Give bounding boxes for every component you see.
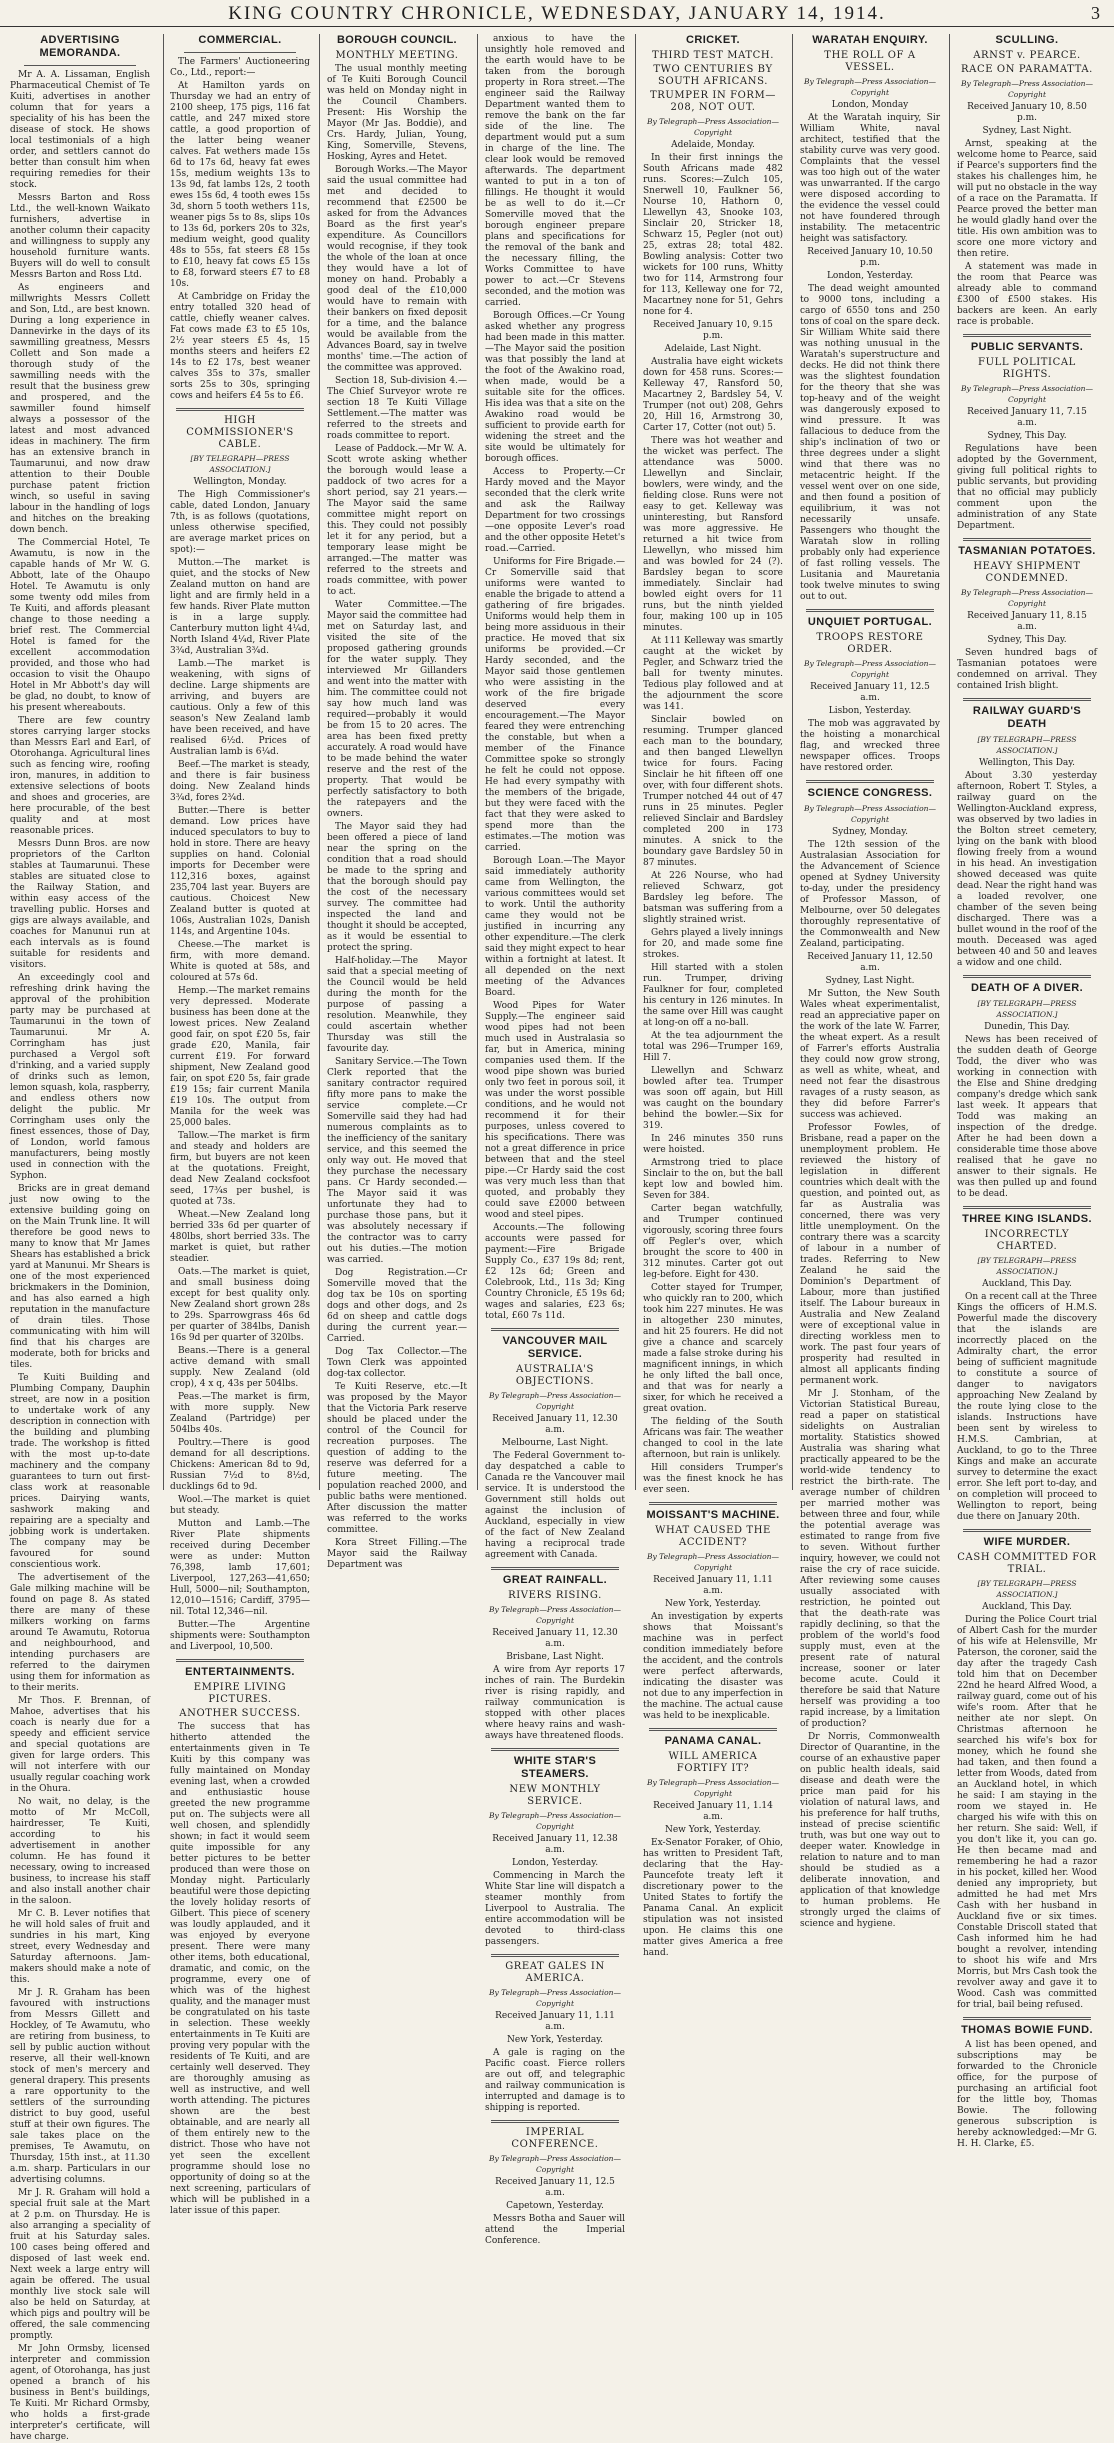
divider [963,1529,1091,1532]
byline: [BY TELEGRAPH—PRESS ASSOCIATION.] [977,999,1077,1019]
paragraph: There are few country stores carrying larger stocks than Messrs Earl and Earl, of Otorohanga. Agricultural lines such as fencing wire, roofing iron, manures, in addition to extensive selections of boots and shoes and groceries, are here procurable, of the best quality and at most reasonable prices. [10,716,150,836]
received-time: Received January 11, 12.5 a.m. [810,682,930,703]
article-heading: TASMANIAN POTATOES. [958,545,1096,557]
divider [963,975,1091,978]
paragraph: Butter.—There is better demand. Low prices have induced speculators to buy to hold in store. There are heavy supplies on hand. Colonial imports for December were 112,316 boxes, against 235,704 last year. Buyers are cautious. Choicest New Zealand butter is quoted at 106s, Australian 102s, Danish 114s, and Argentine 104s. [170,806,310,937]
paragraph: At Cambridge on Friday the entry totalled 320 head of cattle, chiefly weaner calves. Fat cows made £3 to £5 10s, 2½ year steers £5 4s, 15 months steers and heifers £2 14s to £2 17s, best weaner calves 35s to 37s, smaller sorts 25s to 30s, springing cows and heifers £4 5s to £6. [170,292,310,401]
article-subheading: NEW MONTHLY SERVICE. [509,1784,601,1807]
article-heading: CRICKET. [686,34,740,46]
column-advertising-memoranda [10,34,150,2442]
paragraph: Regulations have been adopted by the Government, giving full political rights to public servants, but providing that no official may publicly comment upon the administration of any State Department. [957,444,1097,531]
article-heading: IMPERIAL CONFERENCE. [511,2127,599,2150]
byline: [BY TELEGRAPH—PRESS ASSOCIATION.] [977,1579,1077,1599]
article-subheading: TROOPS RESTORE ORDER. [816,632,924,655]
divider [806,609,934,612]
divider [491,1567,619,1570]
paragraph: Te Kuiti Building and Plumbing Company, Dauphin street, are now in a position to undertake work of any description in connection with the building and plumbing trade. The workshop is fitted with the most up-to-date machinery and the company guarantees to turn out first-class work at reasonable prices. Dairying wants, sashwork making and repairing are a specialty and jobbing work is undertaken. The company may be favoured for sound conscientious work. [10,1373,150,1570]
paragraph: Sanitary Service.—The Town Clerk reported that the sanitary contractor required fifty more pans to make the service complete.—Cr Somerville said they had had numerous complaints as to the inefficiency of the sanitary service, and this seemed the only way out. He moved that they purchase the necessary pans. Cr Hardy seconded.—The Mayor said it was unfortunate they had to purchase those pans, but it was absolutely necessary if the contractor was to carry out his duties.—The motion was carried. [327,1057,467,1265]
divider [649,1502,777,1505]
received-time: Received January 10, 9.15 p.m. [653,320,773,341]
paragraph: Beef.—The market is steady, and there is fair business doing. New Zealand hinds 3¾d, fores 2¾d. [170,760,310,803]
divider [24,65,136,66]
paragraph: Messrs Dunn Bros. are now proprietors of the Carlton stables at Taumarunui. These stables are situated close to the Railway Station, and within easy access of the travelling public. Horses and gigs are always available, and coaches for Manunui run at each intervals as is found suitable for residents and visitors. [10,839,150,970]
byline: By Telegraph—Press Association—Copyright [489,1391,621,1411]
article-heading: RAILWAY GUARD'S DEATH [972,705,1082,730]
paragraph: At 111 Kelleway was smartly caught at the wicket by Pegler, and Schwarz tried the ball for twenty minutes. Tedious play followed and at the adjournment the score was 141. [643,636,783,712]
dateline: Sydney, Last Night. [982,126,1072,136]
byline: By Telegraph—Press Association—Copyright [647,117,779,137]
dateline: Melbourne, Last Night. [501,1438,609,1448]
column-rule [949,34,950,1490]
paragraph: Mr A. A. Lissaman, English Pharmaceutical Chemist of Te Kuiti, advertises in another column that for years a speciality of his has been the disease of stock. He shows local testimonials of a high order, and settlers cannot do better than consult him when requiring remedies for their stock. [10,70,150,190]
paragraph: Gehrs played a lively innings for 20, and made some fine strokes. [643,928,783,960]
paragraph: As engineers and millwrights Messrs Collett and Son, Ltd., are best known. During a long experience in Dannevirke in the days of its sawmilling greatness, Messrs Collett and Son made a thorough study of the sawmilling needs with the result that the business grew and prospered, and the sawmiller found himself always a possessor of the latest and most advanced ideas in machinery. The firm has an extensive branch in Taumarunui, and now draw attention to their Double purchase patent friction winch, so useful in saving labour in the handling of logs and hitches on the breaking down bench. [10,283,150,535]
paragraph: News has been received of the sudden death of George Todd, the diver who was working in connection with the Else and Shine dredging company's dredge which sank last week. It appears that Todd was making an inspection of the dredge. After he had been down a considerable time those above realised that he gave no answer to their signals. He was then pulled up and found to be dead. [957,1035,1097,1199]
paragraph: The mob was aggravated by the hoisting a monarchical flag, and wrecked three newspaper offices. Troops have restored order. [800,719,940,773]
paragraph: The Commercial Hotel, Te Awamutu, is now in the capable hands of Mr W. G. Abbott, late of the Ohaupo Hotel. Te Awamutu is only some twenty odd miles from Te Kuiti, and affords pleasant change to those needing a brief rest. The Commercial Hotel is famed for the excellent accommodation provided, and those who had occasion to visit the Ohaupo Hotel in Mr Abbott's day will be glad, no doubt, to know of his present whereabouts. [10,538,150,713]
dateline: London, Monday [831,100,909,110]
dateline: Sydney, Monday. [831,827,909,837]
paragraph: The success that has hitherto attended the entertainments given in Te Kuiti by this company was fully maintained on Monday evening last, when a crowded and enthusiastic house greeted the new programme put on. The subjects were all well chosen, and splendidly shown; in fact it would seem quite impossible for any better pictures to be better produced than were those on Monday night. Particularly beautiful were those depicting the lovely holiday resorts of Gilbert. This piece of scenery was loudly applauded, and it was enjoyed by everyone present. There were many other items, both educational, dramatic, and comic, on the programme, every one of which was of the highest quality, and the manager must be congratulated on his taste in selection. These weekly entertainments in Te Kuiti are proving very popular with the residents of Te Kuiti, and are certainly well deserved. They are thoroughly amusing as well as instructive, and well worth attending. The pictures shown are the best obtainable, and are nearly all of them entirely new to the district. Those who have not yet seen the excellent programme should lose no opportunity of doing so at the next screening, particulars of which will be published in a later issue of this paper. [170,1722,310,2216]
article-subheading: INCORRECTLY CHARTED. [984,1229,1070,1252]
paragraph: The fielding of the South Africans was fair. The weather changed to cool in the late afternoon, but rain is unlikely. [643,1417,783,1460]
article-subheading: THE ROLL OF A VESSEL. [824,50,916,73]
dateline: Wellington, Monday. [193,477,287,487]
byline: By Telegraph—Press Association—Copyright [489,2154,621,2174]
article-subheading: CASH COMMITTED FOR TRIAL. [957,1552,1097,1575]
paragraph: Poultry.—There is good demand for all descriptions. Chickens: American 8d to 9d, Russian 7½d to 8½d, ducklings 6d to 9d. [170,1438,310,1492]
received-time: Received January 11, 8.15 a.m. [967,611,1087,632]
article-heading: VANCOUVER MAIL SERVICE. [502,1335,608,1360]
article-heading: DEATH OF A DIVER. [970,982,1084,994]
received-time: Received January 10, 8.50 p.m. [967,102,1087,123]
received-time: Received January 11, 1.11 a.m. [495,2011,615,2032]
paragraph: Accounts.—The following accounts were passed for payment:—Fire Brigade Supply Co., £37 19s 8d; rent, £2 12s 6d; Green and Colebrook, Ltd., 11s 3d; King Country Chronicle, £5 19s 6d; wages and salaries, £23 6s; total, £60 7s 11d. [485,1223,625,1321]
byline: By Telegraph—Press Association—Copyright [489,1605,621,1625]
dateline: Sydney, Last Night. [825,976,915,986]
paragraph: anxious to have the unsightly hole removed and the earth would have to be taken from the borough property in Rora street.—The engineer said the Railway Department wanted them to remove the bank on the far side of the line. The department would put a sum in charge of the line. The clear look would be removed afterwards. The department wanted to put in a ton of fillings. He thought it would be as well to do it.—Cr Somerville moved that the borough engineer prepare plans and specifications for the removal of the bank and the necessary filling, the Works Committee to have power to act.—Cr Stevens seconded, and the motion was carried. [485,34,625,308]
newspaper-columns [10,34,1104,2442]
paragraph: Mr Thos. F. Brennan, of Mahoe, advertises that his coach is nearly due for a speedy and efficient service and special quotations are given for large orders. This will not interfere with our usually regular coaching work in the Ohura. [10,1696,150,1794]
article-heading: WIFE MURDER. [983,1536,1071,1548]
received-time: Received January 11, 1.14 a.m. [653,1801,773,1822]
paragraph: Mr John Ormsby, licensed interpreter and commission agent, of Otorohanga, has just opened a branch of his business in Bent's buildings, Te Kuiti. Mr Richard Ormsby, who holds a first-grade interpreter's certificate, will have charge. [10,2344,150,2442]
divider [963,698,1091,701]
paragraph: Mr Sutton, the New South Wales wheat experimentalist, read an appreciative paper on the work of the late W. Farrer, the wheat expert. As a result of Farrer's efforts Australia they could now grow strong, as well as white, wheat, and need not fear the disastrous ravages of a rusty season, as they did before Farrer's success was achieved. [800,989,940,1120]
article-subheading: MONTHLY MEETING. [335,50,459,61]
divider [491,1954,619,1957]
paragraph: Half-holiday.—The Mayor said that a special meeting of the Council would be held during the month for the purpose of passing a resolution. Meanwhile, they could ascertain whether Thursday was still the favourite day. [327,956,467,1054]
divider [963,334,1091,337]
byline: By Telegraph—Press Association—Copyright [804,659,936,679]
paragraph: Tallow.—The market is firm and steady and holders are firm, but buyers are not keen at the quotations. Freight, dead New Zealand cocksfoot seed, 17¾s per bushel, is quoted at 73s. [170,1131,310,1207]
paragraph: At 226 Nourse, who had relieved Schwarz, got Bardsley leg before. The batsman was suffering from a slightly strained wrist. [643,871,783,925]
article-heading: WHITE STAR'S STEAMERS. [513,1755,597,1780]
byline: By Telegraph—Press Association—Copyright [804,804,936,824]
paragraph: A gale is raging on the Pacific coast. Fierce rollers are out off, and telegraphic and railway communication is interrupted and damage is to shipping is reported. [485,2048,625,2113]
paragraph: The Mayor said they had been offered a piece of land near the spring on the condition that a road should be made to the spring and that the borough should pay the cost of the necessary survey. The committee had inspected the land and thought it should be accepted, as it would be essential to protect the spring. [327,822,467,953]
dateline: London, Yesterday. [511,1858,599,1868]
paragraph: Professor Fowles, of Brisbane, read a paper on the unemployment problem. He reviewed the history of legislation in different countries which dealt with the question, and pointed out, as far as Australia was concerned, there was very little unemployment. On the contrary there was a scarcity of labour in a number of trades. Referring to New Zealand he said the Dominion's Department of Labour, more than justified itself. The Labour bureaux in Australia and New Zealand were of exceptional value in directing workless men to work. The past four years of prosperity had resulted in almost all applicants finding permanent work. [800,1123,940,1386]
article-subheading: TWO CENTURIES BY SOUTH AFRICANS. [653,64,773,87]
article-body [10,70,150,2443]
paragraph: Butter.—The Argentine shipments were: Southampton and Liverpool, 10,500. [170,1620,310,1652]
dateline: Dunedin, This Day. [984,1022,1070,1032]
paragraph: Cheese.—The market is firm, with more demand. White is quoted at 58s, and coloured at 57s 6d. [170,940,310,983]
dateline: New York, Yesterday. [664,1599,762,1609]
article-subheading: WILL AMERICA FORTIFY IT? [668,1751,758,1774]
paragraph: Borough Loan.—The Mayor said immediately authority came from Wellington, the various committees would set to work. Until the authority came they would not be justified in incurring any other expenditure.—The clerk said they might expect to hear within a fortnight at latest. It all depended on the next meeting of the Advances Board. [485,856,625,998]
article-heading: MOISSANT'S MACHINE. [646,1509,780,1521]
dateline: London, Yesterday. [826,271,914,281]
paragraph: Lease of Paddock.—Mr W. A. Scott wrote asking whether the borough would lease a paddock of two acres for a short period, say 21 years.—The Mayor said the same committee might report on this. They could not possibly let it for any period, but a temporary lease might be arranged.—The matter was referred to the streets and roads committee, with power to act. [327,444,467,597]
article-heading: COMMERCIAL. [198,34,282,46]
article-heading: SCULLING. [995,34,1059,46]
paragraph: Hill started with a stolen run. Trumper, driving Faulkner for four, completed his century in 126 minutes. In the same over Hill was caught at long-on off a no-ball. [643,963,783,1028]
divider [649,1728,777,1731]
paragraph: The High Commissioner's cable, dated London, January 7th, is as follows (quotations, unless otherwise specified, are average market prices on spot):— [170,490,310,555]
received-time: Received January 11, 12.50 a.m. [807,952,933,973]
paragraph: At Hamilton yards on Thursday we had an entry of 2100 sheep, 175 pigs, 116 fat cattle, and 247 mixed store cattle, a good proportion of the latter being weaner calves. Fat wethers made 15s 6d to 17s 6d, heavy fat ewes 15s, medium weights 13s to 13s 9d, fat lambs 12s, 2 tooth ewes 15s 6d, 4 tooth ewes 15s 3d, shorn 5 tooth wethers 11s, weaner pigs 5s to 8s, slips 10s to 13s 6d, porkers 20s to 32s, medium weight, good quality 48s to 55s, fat steers £8 15s to £10, heavy fat cows £5 15s to £8, forward steers £7 to £8 10s. [170,81,310,289]
divider [963,538,1091,541]
paragraph: Te Kuiti Reserve, etc.—It was proposed by the Mayor that the Victoria Park reserve should be placed under the control of the Council for recreation purposes. The question of adding to the reserve was deferred for a future meeting. The population reached 2000, and public baths were mentioned. After discussion the matter was referred to the works committee. [327,1382,467,1535]
divider [184,52,296,53]
column-rule [792,34,793,1490]
column-commercial [170,34,310,2216]
paragraph: Borough Offices.—Cr Young asked whether any progress had been made in this matter.—The Mayor said the position was that possibly the land at the foot of the Awakino road, when made, would be a suitable site for the offices. His idea was that a site on the Awakino road would be sufficient to provide earth for widening the street and the site would be ultimately for borough offices. [485,311,625,464]
byline: By Telegraph—Press Association—Copyright [961,384,1093,404]
dateline: Capetown, Yesterday. [506,2201,604,2211]
article-heading: GREAT GALES IN AMERICA. [505,1961,605,1984]
dateline: Wellington, This Day. [978,758,1076,768]
paragraph: Section 18, Sub-division 4.—The Chief Surveyor wrote re section 18 Te Kuiti Village Settlement.—The matter was referred to the streets and roads committee to report. [327,376,467,441]
paragraph: On a recent call at the Three Kings the officers of H.M.S. Powerful made the discovery that the islands are incorrectly placed on the Admiralty chart, the error being of sufficient magnitude to constitute a source of danger to navigators approaching New Zealand by the route lying close to the islands. Instructions have been sent by wireless to H.M.S. Cambrian, at Auckland, to go to the Three Kings and make an accurate survey to determine the exact error. She left port to-day, and on completion will proceed to Wellington to report, being due there on January 20th. [957,1292,1097,1522]
received-time: Received January 10, 10.50 p.m. [807,247,933,268]
paragraph: The Farmers' Auctioneering Co., Ltd., report:— [170,57,310,78]
paragraph: Borough Works.—The Mayor said the usual committee had met and decided to recommend that £2500 be asked for from the Advances Board as the first year's expenditure. As Councillors would recognise, if they took the whole of the loan at once they would have a lot of money on hand. Probably a good deal of the £10,000 would have to remain with their bankers on fixed deposit for a time, and the balance would be available from the Advances Board, say in twelve months' time.—The action of the committee was approved. [327,165,467,373]
article-heading: PANAMA CANAL. [664,1735,762,1747]
article-subheading: THIRD TEST MATCH. [651,50,775,61]
paragraph: At the tea adjournment the total was 296—Trumper 169, Hill 7. [643,1031,783,1063]
paragraph: Lamb.—The market is weakening, with signs of decline. Large shipments are arriving, and buyers are cautious. Only a few of this season's New Zealand lamb have been received, and have realised 6½d. Prices of Australian lamb is 6¼d. [170,659,310,757]
paragraph: Hemp.—The market remains very depressed. Moderate business has been done at the lowest prices. New Zealand good fair, on spot £20 5s, fair grade £20, Manila, fair current £19. For forward shipment, New Zealand good fair, on spot £20 5s, fair grade £19 15s; fair current Manila £19 10s. The output from Manila for the week was 25,000 bales. [170,986,310,1128]
received-time: Received January 11, 7.15 a.m. [967,407,1087,428]
paragraph: No wait, no delay, is the motto of Mr McColl, hairdresser, Te Kuiti, according to his advertisement in another column. He has found it necessary, owing to increased business, to increase his staff and also install another chair in the saloon. [10,1797,150,1906]
paragraph: Wood Pipes for Water Supply.—The engineer said wood pipes had not been much used in Australasia so far, but in America, mining companies used them. If the wood pipe shown was buried only two feet in porous soil, it was under the worst possible conditions, and he would not recommend it for their purposes, unless covered to his specifications. There was not a great difference in price between that and the steel pipe.—Cr Hardy said the cost was very much less than that quoted, and probably they could save £2000 between wood and steel pipes. [485,1001,625,1220]
paragraph: Access to Property.—Cr Hardy moved and the Mayor seconded that the clerk write and ask the Railway Department for two crossings—one opposite Lever's road and the other opposite Hetet's road.—Carried. [485,467,625,554]
article-subheading: RACE ON PARAMATTA. [961,64,1093,75]
masthead [0,0,1114,27]
paragraph: At the Waratah inquiry, Sir William White, naval architect, testified that the stability curve was very good. Complaints that the vessel was too high out of the water was unwarranted. If the cargo were disposed according to the evidence the vessel could not have foundered through instability. The metacentric height was satisfactory. [800,113,940,244]
dateline: Auckland, This Day. [982,1602,1072,1612]
paragraph: Mutton.—The market is quiet, and the stocks of New Zealand mutton on hand are light and are firmly held in a few hands. River Plate mutton is in a large supply. Canterbury mutton light 4¼d, North Island 4¼d, River Plate 3¾d, Australian 3¾d. [170,558,310,656]
article-heading: HIGH COMMISSIONER'S CABLE. [186,415,294,450]
newspaper-title: KING COUNTRY CHRONICLE, WEDNESDAY, JANUARY 14, 1914. [228,3,886,24]
dateline: New York, Yesterday. [506,2035,604,2045]
dateline: Lisbon, Yesterday. [828,706,912,716]
article-subheading: AUSTRALIA'S OBJECTIONS. [515,1364,595,1387]
paragraph: Bricks are in great demand just now owing to the extensive building going on on the Main Trunk line. It will therefore be good news to many to know that Mr James Shears has established a brick yard at Manunui. Mr Shears is one of the most experienced brickmakers in the Dominion, and has also earned a high reputation in the manufacture of drain tiles. Those communicating with him will find that his charges are moderate, both for bricks and tiles. [10,1184,150,1370]
paragraph: A statement was made in the room that Pearce was already able to command £300 of £500 stakes. His backers are keen. An early race is probable. [957,262,1097,327]
byline: By Telegraph—Press Association—Copyright [647,1778,779,1798]
paragraph: Mr J. R. Graham will hold a special fruit sale at the Mart at 2 p.m. on Thursday. He is also arranging a speciality of fruit at his Saturday sales. 100 cases being offered and disposed of last week end. Next week a large entry will again be offered. The usual monthly live stock sale will also be held on Saturday, at which pigs and poultry will be offered, the sale commencing promptly. [10,2188,150,2341]
paragraph: Carter began watchfully, and Trumper continued vigorously, scoring three fours off Pegler's over, which brought the score to 400 in 312 minutes. Carter got out leg-before. Eight for 430. [643,1204,783,1280]
paragraph: Wheat.—New Zealand long berried 33s 6d per quarter of 480lbs, short berried 33s. The market is quiet, but rather steadier. [170,1210,310,1264]
paragraph: About 3.30 yesterday afternoon, Robert T. Styles, a railway guard on the Wellington-Auckland express, was observed by two ladies in the Bolton street cemetery, lying on the bank with blood flowing freely from a wound in his head. An investigation showed deceased was quite dead. Near the right hand was a loaded revolver, one chamber of the seven being discharged. There was a bullet wound in the roof of the mouth. Deceased was aged between 40 and 50 and leaves a widow and one child. [957,771,1097,968]
paragraph: The usual monthly meeting of Te Kuiti Borough Council was held on Monday night in the Council Chambers. Present: His Worship the Mayor (Mr Jas. Boddie), and Crs. Hardy, Julian, Young, King, Somerville, Stevens, Hosking, Ayres and Hetet. [327,64,467,162]
column-waratah-enquiry [800,34,940,1929]
paragraph: Arnst, speaking at the welcome home to Pearce, said if Pearce's supporters find the stakes his challenges him, he will put no obstacle in the way of a race on the Paramatta. If Pearce proved the better man he would gladly hand over the title. His own ambition was to score one more victory and then retire. [957,139,1097,259]
paragraph: A wire from Ayr reports 17 inches of rain. The Burdekin river is rising rapidly, and railway communication is stopped with other places where heavy rains and wash-aways have threatened floods. [485,1665,625,1741]
paragraph: Cotter stayed for Trumper, who quickly ran to 200, which took him 227 minutes. He was in altogether 230 minutes, and hit 25 fourers. He did not give a chance and scarcely made a false stroke during his magnificent innings, in which he only lifted the ball once, and that was for nearly a sixer, for which he received a great ovation. [643,1283,783,1414]
article-heading: THOMAS BOWIE FUND. [961,2024,1093,2036]
paragraph: Sinclair bowled on resuming. Trumper glanced each man to the boundary, and then banged Llewellyn twice for fours. Facing Sinclair he hit fifteen off one over, with four different shots. Trumper notched 44 out of 47 runs in 25 minutes. Pegler relieved Sinclair and Bardsley completed 200 in 173 minutes. A snick to the boundary gave Bardsley 50 in 87 minutes. [643,715,783,868]
article-heading: GREAT RAINFALL. [502,1574,608,1586]
paragraph: Dr Norris, Commonwealth Director of Quarantine, in the course of an exhaustive paper on public health ideals, said disease and death were the price man paid for his violation of natural laws, and his preference for half truths, instead of precise scientific truth, was but one way out to deeper water. Knowledge in relation to nature and to man should be studied as a deliberate innovation, and application of that knowledge to human problems. He strongly urged the claims of science and hygiene. [800,1732,940,1929]
article-heading: BOROUGH COUNCIL. [336,34,458,46]
paragraph: Peas.—The market is firm, with more supply. New Zealand (Partridge) per 504lbs 40s. [170,1392,310,1435]
article-subheading: RIVERS RISING. [508,1590,602,1601]
paragraph: Mutton and Lamb.—The River Plate shipments received during December were as under: Mutton 76,398, lamb 17,601; Liverpool, 127,263—41,650; Hull, 5000—nil; Southampton, 12,010—1516; Cardiff, 3795—nil. Total 12,346—nil. [170,1519,310,1617]
paragraph: Messrs Barton and Ross Ltd., the well-known Waikato furnishers, advertise in another column their capacity and willingness to supply any household furniture wants. Buyers will do well to consult Messrs Barton and Ross Ltd. [10,193,150,280]
paragraph: Armstrong tried to place Sinclair to the on, but the ball kept low and bowled him. Seven for 384. [643,1158,783,1201]
byline: By Telegraph—Press Association—Copyright [489,1988,621,2008]
paragraph: There was hot weather and the wicket was perfect. The attendance was 5000. Llewellyn and Sinclair, bowlers, were windy, and the fielding close. Runs were not easy to get. Kelleway was uninteresting, but Ransford was more aggressive. He returned a hit twice from Llewellyn, who missed him and was bowled for 24 (?). Bardsley began to score immediately. Sinclair had bowled eight overs for 11 runs, but the ninth yielded four, making 100 up in 105 minutes. [643,436,783,633]
article-subheading: WHAT CAUSED THE ACCIDENT? [655,1525,771,1548]
paragraph: Uniforms for Fire Brigade.—Cr Somerville said that uniforms were wanted to enable the brigade to attend a gathering of fire brigades. Uniforms would help them in being more assiduous in their practice. He moved that six uniforms be provided.—Cr Hardy seconded, and the Mayor said those gentlemen who were assisting in the work of the fire brigade deserved every encouragement.—The Mayor feared they were entrenching the constable, but when a member of the Finance Committee spoke so strongly he felt he could not oppose. He had every sympathy with the members of the brigade, but they were faced with the fact that they were asked to spend more than the estimates.—The motion was carried. [485,557,625,853]
article-heading: SCIENCE CONGRESS. [807,787,933,799]
paragraph: The Federal Government to-day despatched a cable to Canada re the Vancouver mail service. It is understood the Government still holds out against the inclusion of Auckland, especially in view of the fact of New Zealand having a reciprocal trade agreement with Canada. [485,1451,625,1560]
paragraph: A list has been opened, and subscriptions may be forwarded to the Chronicle office, for the purpose of purchasing an artificial foot for the little boy, Thomas Bowie. The following generous subscription is hereby acknowledged:—Mr G. H. H. Clarke, £5. [957,2040,1097,2149]
divider [963,1206,1091,1209]
divider [963,2017,1091,2020]
paragraph: Australia have eight wickets down for 458 runs. Scores:—Kelleway 47, Ransford 50, Macartney 2, Bardsley 54, V. Trumper (not out) 208, Gehrs 20, Hill 16, Armstrong 30, Carter 17, Cotter (not out) 5. [643,357,783,433]
column-cricket [643,34,783,1958]
paragraph: Seven hundred bags of Tasmanian potatoes were condemned on arrival. They contained Irish blight. [957,648,1097,691]
paragraph: Beans.—There is a general active demand with small supply. New Zealand (old crop), 4 x q, 43s per 504lbs. [170,1346,310,1389]
byline: By Telegraph—Press Association—Copyright [804,77,936,97]
byline: [BY TELEGRAPH—PRESS ASSOCIATION.] [977,1256,1077,1276]
article-subheading: EMPIRE LIVING PICTURES. [193,1682,287,1705]
byline: By Telegraph—Press Association—Copyright [647,1552,779,1572]
paragraph: Ex-Senator Foraker, of Ohio, has written to President Taft, declaring that the Hay-Pauncefote treaty left it discretionary power to the United States to fortify the Panama Canal. An explicit stipulation was not insisted upon. He claims this one matter gives America a free hand. [643,1838,783,1958]
divider [806,780,934,783]
divider [491,2120,619,2123]
paragraph: During the Police Court trial of Albert Cash for the murder of his wife at Helensville, Mr Paterson, the coroner, said the day after the tragedy Cash told him that on December 22nd he heard Alfred Wood, a railway guard, come out of his wife's room. After that he neither ate nor slept. On Christmas afternoon he searched his wife's box for money, which he found she had taken, and then found a letter from Woods, dated from an Auckland hotel, in which he said: I am staying in the room we stayed in. He charged his wife with this on her return. She said: Well, if you don't like it, you can go. He then became mad and remembering he had a razor in his pocket, killed her. Wood denied any impropriety, but admitted he had met Mrs Cash with her husband in Auckland five or six times. Constable Driscoll stated that Cash informed him he had bought a revolver, intending to shoot his wife and Mrs Morris, but Mrs Cash took the revolver away and gave it to Wood. Cash was committed for trial, bail being refused. [957,1615,1097,2010]
article-heading: ADVERTISING MEMORANDA. [39,34,121,59]
byline: [BY TELEGRAPH—PRESS ASSOCIATION.] [977,735,1077,755]
divider [491,1328,619,1331]
column-sculling [957,34,1097,2149]
paragraph: Mr J. R. Graham has been favoured with instructions from Messrs Gillett and Hockley, of Te Awamutu, who are retiring from business, to sell by public auction without reserve, all their well-known stock of men's mercery and general drapery. This presents a rare opportunity to the settlers of the surrounding district to buy good, useful stuff at their own figures. The sale takes place on the premises, Te Awamutu, on Thursday, 15th inst., at 11.30 a.m. sharp. Particulars in our advertising columns. [10,1988,150,2185]
received-time: Received January 11, 12.38 a.m. [492,1834,618,1855]
page-number: 3 [1091,3,1100,23]
paragraph: Kora Street Filling.—The Mayor said the Railway Department was [327,1538,467,1570]
article-heading: PUBLIC SERVANTS. [970,341,1084,353]
paragraph: Water Committee.—The Mayor said the committee had met on Saturday last, and visited the site of the proposed gathering grounds for the water supply. They interviewed Mr Gillanders and went into the matter with him. The committee could not say how much land was required—probably it would be from 15 to 20 acres. The area has been fixed pretty accurately. A road would have to be made behind the water reserve and the rest of the property. That would be perfectly satisfactory to both the ratepayers and the owners. [327,600,467,819]
byline: By Telegraph—Press Association—Copyright [961,79,1093,99]
paragraph: Dog Tax Collector.—The Town Clerk was appointed dog-tax collector. [327,1347,467,1379]
column-rule [635,34,636,1490]
paragraph: Mr J. Stonham, of the Victorian Statistical Bureau, read a paper on statistical sidelights on Australian mortality. Statistics showed Australia was sharing what practically appeared to be the world-wide tendency to restrict the birth-rate. The average number of children per married mother was between three and four, while the potential average was estimated to range from five to seven. Without further inquiry, however, we could not raise the cry of race suicide. After reviewing some causes usually associated with restriction, he pointed out that the death-rate was rapidly declining, so that the problem of the world's food supply must, even at the present rate of natural increase, sooner or later become acute. Could it therefore be said that Nature herself was providing a too rapid increase, by a limitation of production? [800,1389,940,1729]
paragraph: The advertisement of the Gale milking machine will be found on page 8. As stated there are many of these milkers working on farms around Te Awamutu, Rotorua and neighbourhood, and intending purchasers are referred to the dairymen using them for information as to their merits. [10,1573,150,1693]
article-subheading: ANOTHER SUCCESS. [179,1708,301,1719]
article-subheading: TRUMPER IN FORM—208, NOT OUT. [650,90,776,113]
article-heading: UNQUIET PORTUGAL. [807,616,933,628]
received-time: Received January 11, 12.30 a.m. [492,1414,618,1435]
dateline: Auckland, This Day. [982,1279,1072,1289]
column-borough-continued [485,34,625,2246]
paragraph: Llewellyn and Schwarz bowled after tea. Trumper was soon off again, but Hill was caught on the boundary behind the bowler.—Six for 319. [643,1066,783,1131]
paragraph: Commencing in March the White Star line will dispatch a steamer monthly from Liverpool to Australia. The entire accommodation will be devoted to third-class passengers. [485,1871,625,1947]
article-subheading: HEAVY SHIPMENT CONDEMNED. [973,561,1081,584]
article-heading: ENTERTAINMENTS. [185,1666,295,1678]
paragraph: An exceedingly cool and refreshing drink having the approval of the prohibition party may be purchased at Taumarunui in the town of Taumarunui. Mr A. Corringham has just purchased a Vergol soft d'rinking, and a varied supply of drinks such as lemon, lemon squash, kola, raspberry, and endless others now delight the public. Mr Corringham uses only the finest essences, those of Day, of London, world famous manufacturers, being mostly used in connection with the Syphon. [10,973,150,1181]
dateline: Sydney, This Day. [987,635,1067,645]
paragraph: Dog Registration.—Cr Somerville moved that the dog tax be 10s on sporting dogs and other dogs, and 2s 6d on sheep and cattle dogs during the current year.—Carried. [327,1268,467,1344]
byline: By Telegraph—Press Association—Copyright [961,588,1093,608]
divider [176,408,304,411]
column-rule [477,34,478,1490]
dateline: Sydney, This Day. [987,431,1067,441]
paragraph: Messrs Botha and Sauer will attend the Imperial Conference. [485,2214,625,2246]
column-rule [319,34,320,1490]
paragraph: Mr C. B. Lever notifies that he will hold sales of fruit and sundries in his mart, King street, every Wednesday and Saturday afternoons. Jam-makers should make a note of this. [10,1909,150,1985]
paragraph: In their first innings the South Africans made 482 runs. Scores:—Zulch 105, Snerwell 10, Faulkner 56, Nourse 10, Hathorn 0, Llewellyn 43, Snooke 103, Sinclair 20, Stricker 18, Schwarz 15, Pegler (not out) 25, extras 28; total 482. Bowling analysis: Cotter two wickets for 100 runs, Whitty two for 114, Armstrong four for 113, Kelleway one for 72, Macartney none for 51, Gehrs none for 4. [643,153,783,317]
paragraph: An investigation by experts shows that Moissant's machine was in perfect condition immediately before the accident, and the controls were perfect afterwards, indicating the disaster was not due to any imperfection in the machine. The actual cause was held to be inexplicable. [643,1612,783,1721]
paragraph: In 246 minutes 350 runs were hoisted. [643,1134,783,1155]
article-heading: WARATAH ENQUIRY. [812,34,928,46]
byline: By Telegraph—Press Association—Copyright [489,1811,621,1831]
article-subheading: ARNST v. PEARCE. [973,50,1081,61]
received-time: Received January 11, 12.30 a.m. [492,1628,618,1649]
article-heading: THREE KING ISLANDS. [962,1213,1092,1225]
paragraph: Hill considers Trumper's was the finest knock he has ever seen. [643,1463,783,1495]
column-borough-council [327,34,467,1570]
dateline: Adelaide, Monday. [671,140,755,150]
paragraph: Wool.—The market is quiet but steady. [170,1495,310,1516]
dateline: Adelaide, Last Night. [664,344,762,354]
received-time: Received January 11, 1.11 a.m. [653,1575,773,1596]
dateline: New York, Yesterday. [664,1825,762,1835]
byline: [BY TELEGRAPH—PRESS ASSOCIATION.] [190,454,290,474]
divider [491,1748,619,1751]
column-rule [163,34,164,1490]
received-time: Received January 11, 12.5 a.m. [495,2177,615,2198]
paragraph: Oats.—The market is quiet, and small business doing except for best quality only. New Zealand short grown 28s to 29s. Sparrowgrass 46s 6d per quarter of 384lbs, Danish 16s 9d per quarter of 320lbs. [170,1267,310,1343]
divider [176,1659,304,1662]
article-subheading: FULL POLITICAL RIGHTS. [978,357,1076,380]
dateline: Brisbane, Last Night. [506,1652,604,1662]
paragraph: The 12th session of the Australasian Association for the Advancement of Science opened at Sydney University to-day, under the presidency of Professor Masson, of Melbourne, over 50 delegates thoroughly representative of the Commonwealth and New Zealand, participating. [800,840,940,949]
paragraph: The dead weight amounted to 9000 tons, including a cargo of 6550 tons and 250 tons of coal on the spare deck. Sir William White said there was nothing unusual in the Waratah's superstructure and decks. He did not think there was the slightest foundation for the theory that she was top-heavy and of the weight was dangerously exposed to wind pressure. It was fallacious to deduce from the ship's inclination of two or three degrees under a slight wind that there was no metacentric height. If the vessel went over on one side, and then found a position of equilibrium, it was not necessarily unsafe. Passengers who thought the Waratah slow in rolling probably only had experience of fast rolling vessels. The Lusitania and Mauretania took twelve minutes to swing out to out. [800,284,940,602]
